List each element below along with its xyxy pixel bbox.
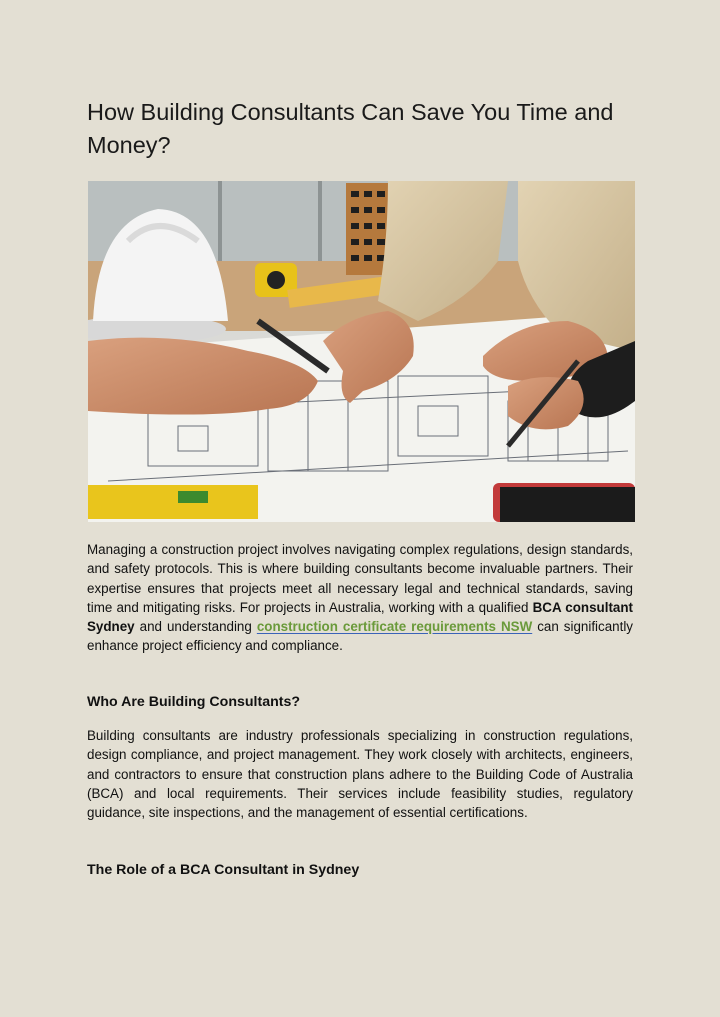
intro-text-before: Managing a construction project involves navigating complex regulations, design standards, and safety protocols. This is where building consultants become invaluable partners. Their expertise ensures that projects meet all necessary legal and technical standards, saving time and mitigating risks. For projects in Australia, working with a qualified — [87, 542, 633, 615]
section-body-who: Building consultants are industry professionals specializing in construction regulations, design compliance, and project management. They work closely with architects, engineers, and contractors to ensure that construction plans adhere to the Building Code of Australia (BCA) and local requirements. Their services include feasibility studies, regulatory guidance, site inspections, and the management of essential certifications. — [87, 728, 633, 821]
document-title: How Building Consultants Can Save You Time and Money? — [87, 99, 614, 158]
hero-image — [88, 181, 635, 522]
intro-text-middle: and understanding — [134, 619, 257, 635]
intro-text-after: can significantly enhance project efficiency and compliance. — [87, 619, 633, 654]
section-heading-who: Who Are Building Consultants? — [87, 694, 301, 710]
construction-certificate-link[interactable]: construction certificate requirements NSW — [256, 619, 533, 635]
section-heading-role: The Role of a BCA Consultant in Sydney — [87, 862, 360, 878]
bca-consultant-term: BCA consultant Sydney — [87, 599, 633, 635]
intro-paragraph — [87, 540, 633, 656]
